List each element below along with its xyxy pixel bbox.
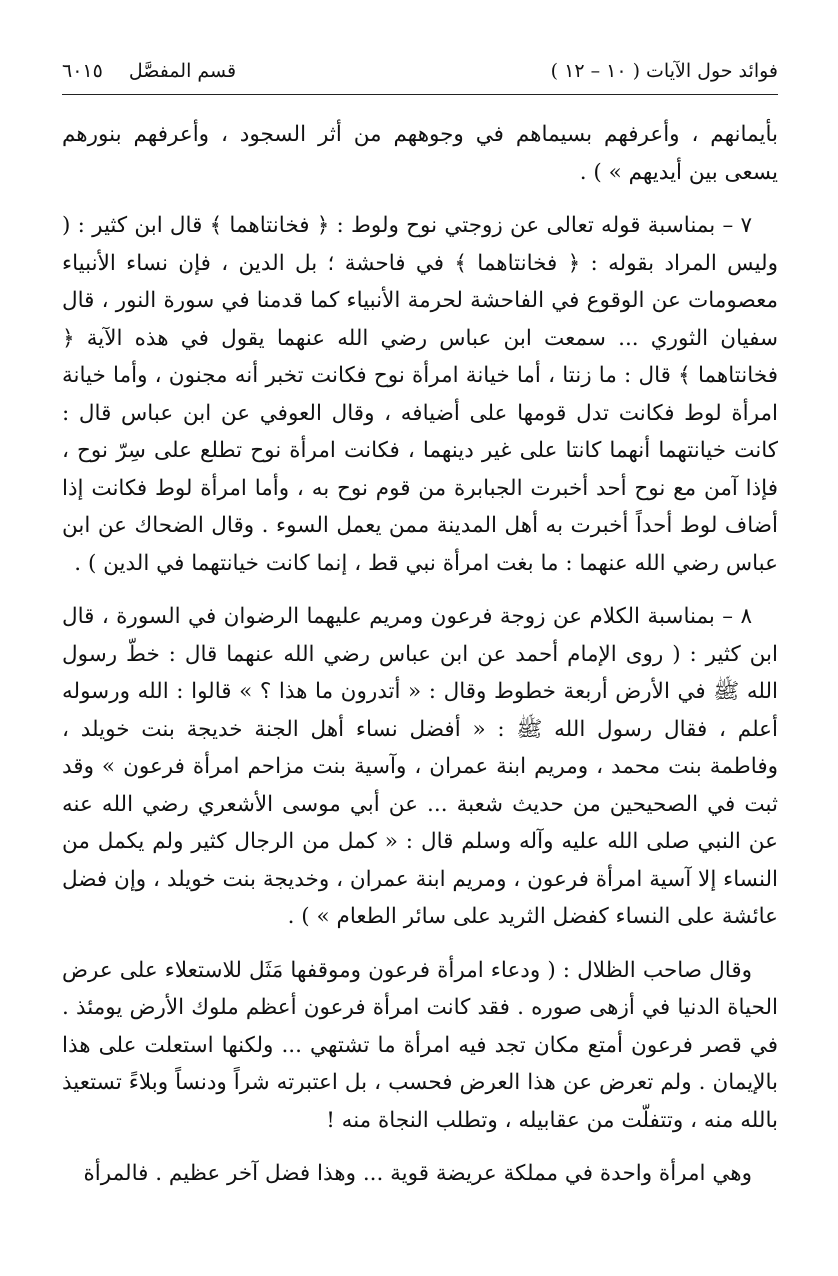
running-header: [62, 60, 778, 90]
header-divider: [62, 94, 778, 95]
page-number: ٦٠١٥: [62, 60, 103, 82]
section-title: قسم المفصَّل: [128, 60, 237, 82]
paragraph-item-7: ٧ – بمناسبة قوله تعالى عن زوجتي نوح ولوط : ﴿ فخانتاهما ﴾ قال ابن كثير : ( وليس المراد بقوله : ﴿ فخانتاهما ﴾ في فاحشة ؛ بل الدين ، فإن نساء الأنبياء معصومات عن الوقوع في الفاحشة لحرمة الأنبياء كما قدمنا في سورة النور ، قال سفيان الثوري ... سمعت ابن عباس رضي الله عنهما يقول في هذه الآية ﴿ فخانتاهما ﴾ قال : ما زنتا ، أما خيانة امرأة نوح فكانت تخبر أنه مجنون ، وأما خيانة امرأة لوط فكانت تدل قومها على أضيافه ، وقال العوفي عن ابن عباس قال : كانت خيانتهما أنهما كانتا على غير دينهما ، فكانت امرأة نوح تطلع على سِرّ نوح ، فإذا آمن مع نوح أحد أخبرت الجبابرة من قوم نوح به ، وأما امرأة لوط فكانت إذا أضاف لوط أحداً أخبرت به أهل المدينة ممن يعمل السوء . وقال الضحاك عن ابن عباس رضي الله عنهما : ما بغت امرأة نبي قط ، إنما كانت خيانتهما في الدين ) .: [62, 213, 778, 576]
paragraph-zilal-quote: وقال صاحب الظلال : ( ودعاء امرأة فرعون وموقفها مَثَل للاستعلاء على عرض الحياة الدنيا في أزهى صوره . فقد كانت امرأة فرعون أعظم ملوك الأرض يومئذ . في قصر فرعون أمتع مكان تجد فيه امرأة ما تشتهي ... ولكنها استعلت على هذا بالإيمان . ولم تعرض عن هذا العرض فحسب ، بل اعتبرته شراً ودنساً وبلاءً تستعيذ بالله منه ، وتتفلّت من عقابيله ، وتطلب النجاة منه !: [62, 957, 778, 1133]
page-body: [62, 116, 778, 1193]
paragraph-final: وهي امرأة واحدة في مملكة عريضة قوية ... وهذا فضل آخر عظيم . فالمرأة: [83, 1161, 752, 1186]
paragraph-item-8: ٨ – بمناسبة الكلام عن زوجة فرعون ومريم عليهما الرضوان في السورة ، قال ابن كثير : ( روى الإمام أحمد عن ابن عباس رضي الله عنهما قال : خطّ رسول الله ﷺ في الأرض أربعة خطوط وقال : « أتدرون ما هذا ؟ » قالوا : الله ورسوله أعلم ، فقال رسول الله ﷺ : « أفضل نساء أهل الجنة خديجة بنت خويلد ، وفاطمة بنت محمد ، ومريم ابنة عمران ، وآسية بنت مزاحم امرأة فرعون » وقد ثبت في الصحيحين من حديث شعبة ... عن أبي موسى الأشعري رضي الله عنه عن النبي صلى الله عليه وآله وسلم قال : « كمل من الرجال كثير ولم يكمل من النساء إلا آسية امرأة فرعون ، ومريم ابنة عمران ، وخديجة بنت خويلد ، وإن فضل عائشة على النساء كفضل الثريد على سائر الطعام » ) .: [62, 604, 778, 929]
book-title: فوائد حول الآيات ( ١٠ – ١٢ ): [550, 60, 778, 82]
paragraph-continuation: بأيمانهم ، وأعرفهم بسيماهم في وجوههم من أثر السجود ، وأعرفهم بنورهم يسعى بين أيديهم » ) .: [62, 122, 778, 185]
